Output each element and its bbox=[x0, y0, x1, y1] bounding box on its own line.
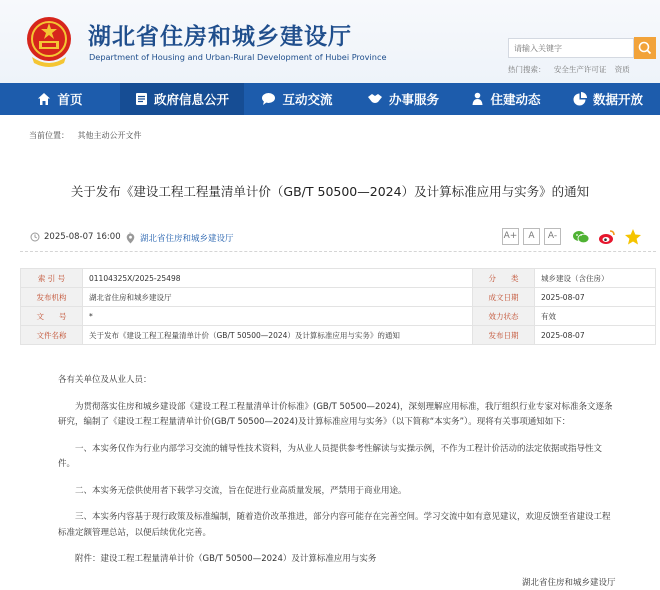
search-button[interactable] bbox=[634, 37, 656, 59]
nav-services[interactable] bbox=[350, 83, 456, 115]
nav-open-data[interactable] bbox=[556, 83, 660, 115]
nav-label: 互动交流 bbox=[282, 92, 333, 107]
info-value: 2025-08-07 bbox=[535, 288, 656, 307]
nav-label: 办事服务 bbox=[388, 92, 439, 107]
font-decrease-button[interactable]: A- bbox=[544, 228, 561, 245]
font-default-button[interactable]: A bbox=[523, 228, 540, 245]
article-source bbox=[126, 232, 234, 244]
body-paragraph: 二、本实务无偿供使用者下载学习交流，旨在促进行业高质量发展，严禁用于商业用途。 bbox=[75, 485, 407, 496]
hot-search-link[interactable]: 安全生产许可证 bbox=[553, 65, 607, 74]
body-paragraph: 为贯彻落实住房和城乡建设部《建设工程工程量清单计价标准》(GB/T 50500—2024)，深刻理解应用标准，我厅组织行业专家对标准条文逐条研究，编制了《建设工程工程量清单计价(GB/T 50500—2024)及计算标准应用与实务》（以下简称“本实务”）。现将有关事项通知如下： bbox=[58, 401, 613, 427]
main-nav bbox=[0, 83, 660, 115]
article-body bbox=[58, 373, 614, 568]
body-paragraph: 一、本实务仅作为行业内部学习交流的辅导性技术资料，为从业人员提供参考性解读与实操示例，不作为工程计价活动的法定依据或指导性文件。 bbox=[58, 443, 603, 469]
signature: 湖北省住房和城乡建设厅 bbox=[522, 578, 616, 588]
info-label: 成文日期 bbox=[473, 288, 535, 307]
location-pin-icon bbox=[126, 233, 135, 244]
nav-label: 首页 bbox=[57, 92, 83, 107]
site-title[interactable]: 湖北省住房和城乡建设厅 bbox=[88, 24, 352, 50]
font-increase-button[interactable]: A+ bbox=[502, 228, 519, 245]
publish-date bbox=[30, 232, 131, 242]
hot-search-label: 热门搜索： bbox=[508, 65, 546, 74]
info-value: 城乡建设（含住房） bbox=[535, 269, 656, 288]
breadcrumb bbox=[29, 130, 142, 141]
breadcrumb-link[interactable]: 其他主动公开文件 bbox=[77, 131, 142, 140]
table-row bbox=[21, 307, 656, 326]
nav-gov-info[interactable] bbox=[120, 83, 244, 115]
info-value: 关于发布《建设工程工程量清单计价（GB/T 50500—2024）及计算标准应用与实务》的通知 bbox=[83, 326, 473, 345]
clock-icon bbox=[30, 232, 40, 242]
info-value: 有效 bbox=[535, 307, 656, 326]
article-meta bbox=[20, 224, 656, 252]
document-icon bbox=[135, 92, 148, 106]
article-title: 关于发布《建设工程工程量清单计价（GB/T 50500—2024）及计算标准应用与实务》的通知 bbox=[70, 184, 590, 199]
hot-search-words bbox=[508, 64, 636, 75]
info-value: 01104325X/2025-25498 bbox=[83, 269, 473, 288]
info-value: * bbox=[83, 307, 473, 326]
info-label: 分 类 bbox=[473, 269, 535, 288]
table-row bbox=[21, 326, 656, 345]
handshake-icon bbox=[367, 92, 383, 106]
info-value: 2025-08-07 bbox=[535, 326, 656, 345]
site-subtitle: Department of Housing and Urban-Rural Development of Hubei Province bbox=[89, 52, 387, 62]
info-label: 文件名称 bbox=[21, 326, 83, 345]
person-icon bbox=[471, 92, 484, 106]
nav-label: 住建动态 bbox=[490, 92, 541, 107]
nav-interaction[interactable] bbox=[244, 83, 350, 115]
breadcrumb-prefix: 当前位置： bbox=[29, 131, 69, 140]
body-paragraph: 三、本实务内容基于现行政策及标准编制，随着造价改革推进，部分内容可能存在完善空间。学习交流中如有意见建议，欢迎反馈至省建设工程标准定额管理总站，以便后续优化完善。 bbox=[58, 512, 611, 538]
info-label: 效力状态 bbox=[473, 307, 535, 326]
table-row bbox=[21, 269, 656, 288]
national-emblem-icon bbox=[24, 13, 74, 69]
hot-search-link[interactable]: 资质 bbox=[614, 65, 630, 74]
nav-home[interactable] bbox=[0, 83, 120, 115]
info-value: 湖北省住房和城乡建设厅 bbox=[83, 288, 473, 307]
nav-news[interactable] bbox=[456, 83, 556, 115]
nav-label: 政府信息公开 bbox=[153, 92, 229, 107]
home-icon bbox=[37, 92, 51, 106]
nav-label: 数据开放 bbox=[592, 92, 643, 107]
info-label: 索 引 号 bbox=[21, 269, 83, 288]
favorite-star-icon[interactable] bbox=[624, 228, 642, 246]
document-info-table bbox=[20, 268, 656, 345]
article-source-text: 湖北省住房和城乡建设厅 bbox=[140, 234, 234, 244]
attachment-link[interactable]: 附件：建设工程工程量清单计价（GB/T 50500—2024）及计算标准应用与实务 bbox=[75, 554, 377, 564]
greeting-paragraph: 各有关单位及从业人员： bbox=[58, 375, 152, 385]
chat-bubble-icon bbox=[261, 92, 276, 106]
weibo-share-icon[interactable] bbox=[598, 228, 616, 246]
wechat-share-icon[interactable] bbox=[572, 228, 590, 246]
pie-chart-icon bbox=[573, 92, 587, 106]
search-icon bbox=[634, 37, 656, 59]
info-label: 发布日期 bbox=[473, 326, 535, 345]
site-header bbox=[0, 0, 660, 83]
info-label: 发布机构 bbox=[21, 288, 83, 307]
publish-date-text: 2025-08-07 16:00 bbox=[44, 232, 121, 242]
info-label: 文 号 bbox=[21, 307, 83, 326]
table-row bbox=[21, 288, 656, 307]
search-input[interactable] bbox=[508, 38, 634, 58]
